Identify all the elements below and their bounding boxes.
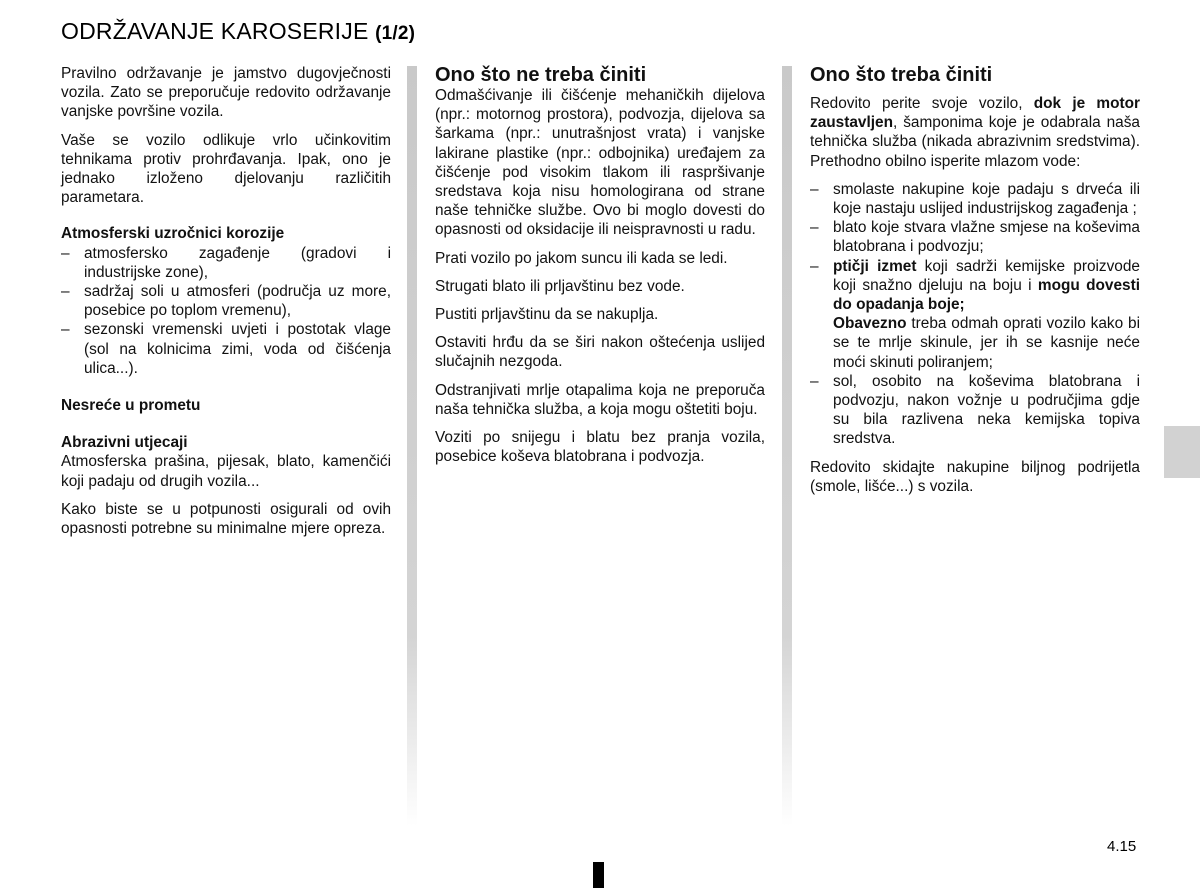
atmospheric-causes-list [61, 244, 391, 378]
list-item: – blato koje stvara vlažne smjese na koševima blatobrana i podvozju; [810, 218, 1140, 256]
donts-paragraph: Voziti po snijegu i blatu bez pranja vozila, posebice koševa blatobrana i podvozja. [435, 429, 765, 466]
donts-paragraph: Ostaviti hrđu da se širi nakon oštećenja uslijed slučajnih nezgoda. [435, 334, 765, 371]
anticorrosion-paragraph: Vaše se vozilo odlikuje vrlo učinkovitim tehnikama protiv prohrđavanja. Ipak, ono je jednako izloženo djelovanju različitih parametara. [61, 131, 391, 207]
list-item-text: treba odmah oprati vozilo kako bi se te mrlje skinule, jer ih se kasnije neće moći skinuti poliranjem; [833, 315, 1140, 371]
mandatory-label: Obavezno [833, 315, 907, 333]
precautions-paragraph: Kako biste se u potpunosti osigurali od ovih opasnosti potrebne su minimalne mjere opreza. [61, 500, 391, 538]
paint-warning: mogu dovesti do opadanja boje; [833, 276, 1140, 314]
list-item: – sezonski vremenski uvjeti i postotak vlage (sol na kolnicima zimi, voda od čišćenja ulica...). [61, 320, 391, 378]
dos-intro-text: , šamponima koje je odabrala naša tehnička služba (nikada abrazivnim sredstvima). Prethodno obilno isperite mlazom vode: [810, 114, 1140, 170]
abrasive-heading: Abrazivni utjecaji [61, 434, 188, 452]
intro-paragraph: Pravilno održavanje je jamstvo dugovječnosti vozila. Zato se preporučuje redovito održavanje vanjske površine vozila. [61, 65, 391, 121]
column-divider [782, 66, 792, 826]
list-item: – sadržaj soli u atmosferi (područja uz more, posebice po toplom vremenu), [61, 282, 391, 320]
page-title [61, 18, 415, 45]
print-mark [593, 862, 604, 888]
donts-paragraph: Prati vozilo po jakom suncu ili kada se ledi. [435, 249, 728, 267]
list-item: – sol, osobito na koševima blatobrana i podvozju, nakon vožnje u područjima gdje su bila razlivena neka kemijska topiva sredstva. [810, 372, 1140, 449]
donts-paragraph: Strugati blato ili prljavštinu bez vode. [435, 277, 685, 295]
list-item [810, 257, 1140, 372]
dos-intro [810, 94, 1140, 171]
list-item: – atmosfersko zagađenje (gradovi i industrijske zone), [61, 244, 391, 282]
rinse-list [810, 180, 1140, 449]
bird-droppings-label: ptičji izmet [833, 257, 917, 275]
dos-intro-emphasis: dok je motor zaustavljen [810, 95, 1140, 132]
page-title-main: ODRŽAVANJE KAROSERIJE [61, 18, 369, 44]
section-tab-marker [1164, 426, 1200, 478]
donts-heading: Ono što ne treba činiti [435, 64, 647, 86]
page-number: 4.15 [1107, 838, 1137, 855]
donts-paragraph: Pustiti prljavštinu da se nakuplja. [435, 306, 659, 324]
column-intro [61, 64, 391, 547]
column-donts [435, 64, 765, 475]
column-dos [810, 64, 1140, 505]
page-title-part: (1/2) [375, 23, 416, 44]
dos-heading: Ono što treba činiti [810, 64, 993, 86]
accidents-heading: Nesreće u prometu [61, 397, 201, 415]
dos-outro: Redovito skidajte nakupine biljnog podrijetla (smole, lišće...) s vozila. [810, 458, 1140, 495]
column-divider [407, 66, 417, 826]
list-item-text: koji sadrži kemijske proizvode koji snažno djeluju na boju i [833, 257, 1140, 294]
donts-paragraph: Odstranjivati mrlje otapalima koja ne preporuča naša tehnička služba, a koja mogu oštetiti boju. [435, 381, 765, 418]
dos-intro-text: Redovito perite svoje vozilo, [810, 95, 1034, 112]
list-item: – smolaste nakupine koje padaju s drveća ili koje nastaju uslijed industrijskog zagađenja ; [810, 180, 1140, 218]
atmospheric-causes-heading: Atmosferski uzročnici korozije [61, 225, 285, 243]
abrasive-text: Atmosferska prašina, pijesak, blato, kamenčići koji padaju od drugih vozila... [61, 453, 391, 490]
donts-paragraph: Odmašćivanje ili čišćenje mehaničkih dijelova (npr.: motornog prostora), podvozja, dijelova sa šarkama (npr.: unutrašnjost vrata) i vanjske lakirane plastike (npr.: odbojnika) uređajem za čišćenje pod visokim tlakom ili raspršivanje sredstava koja nisu homologirana od strane naše tehničke službe. Ovo bi moglo dovesti do opasnosti od oksidacije ili neispravnosti u radu. [435, 87, 765, 239]
